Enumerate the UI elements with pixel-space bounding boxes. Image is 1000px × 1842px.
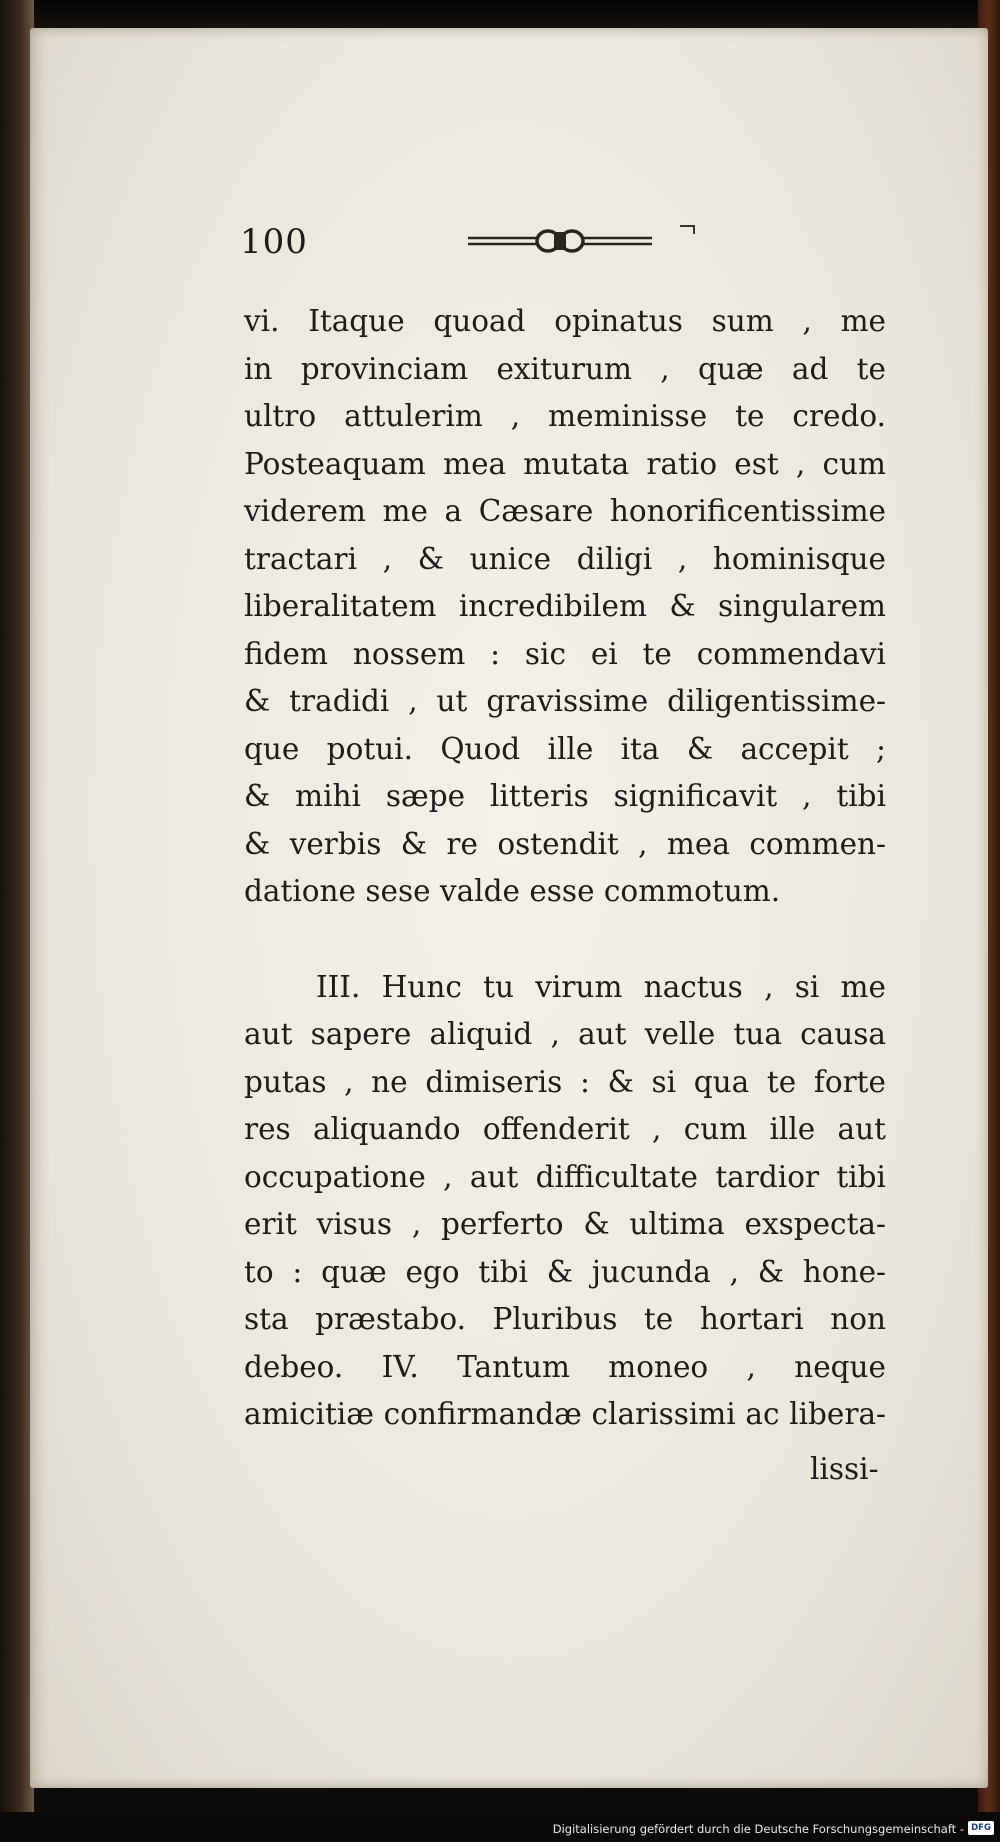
text-line: in provinciam exiturum , quæ ad te [244, 351, 886, 386]
text-line: & mihi sæpe litteris significavit , tibi [244, 779, 886, 813]
text-line: & verbis & re ostendit , mea commen- [244, 826, 886, 861]
page-header [240, 222, 710, 262]
digitization-credit: Digitalisierung gefördert durch die Deutsche Forschungsgemeinschaft - [552, 1822, 964, 1836]
book-binding-left [0, 0, 34, 1842]
text-line: III. Hunc tu virum nactus , si me [316, 969, 886, 1004]
text-line: res aliquando offenderit , cum ille aut [244, 1112, 886, 1146]
page-number: 100 [240, 222, 308, 262]
text-line: tractari , & unice diligi , hominisque [244, 541, 886, 576]
header-ornament-icon [468, 228, 652, 254]
text-line: sta præstabo. Pluribus te hortari non [244, 1302, 886, 1336]
text-line: occupatione , aut difficultate tardior tibi [244, 1159, 886, 1194]
text-line: to : quæ ego tibi & jucunda , & hone- [244, 1254, 886, 1289]
text-line: datione sese valde esse commotum. [244, 874, 781, 908]
text-line: viderem me a Cæsare honorificentissime [244, 494, 886, 528]
text-line: erit visus , perferto & ultima exspecta- [244, 1207, 886, 1241]
text-line: que potui. Quod ille ita & accepit ; [244, 731, 886, 766]
text-line: & tradidi , ut gravissime diligentissime- [244, 684, 886, 718]
text-line: ultro attulerim , meminisse te credo. [244, 399, 886, 433]
text-line: putas , ne dimiseris : & si qua te forte [244, 1064, 886, 1099]
text-line: vi. Itaque quoad opinatus sum , me [244, 304, 886, 338]
text-line: aut sapere aliquid , aut velle tua causa [244, 1017, 886, 1051]
catchword: lissi- [810, 1452, 879, 1486]
text-line: liberalitatem incredibilem & singularem [244, 589, 886, 623]
corner-mark-icon [680, 224, 698, 236]
text-line: amicitiæ confirmandæ clarissimi ac libera- [244, 1397, 886, 1431]
dfg-logo: DFG [968, 1821, 994, 1835]
paragraph-gap [244, 916, 886, 964]
text-line: Posteaquam mea mutata ratio est , cum [244, 446, 886, 481]
text-line: debeo. IV. Tantum moneo , neque [244, 1349, 886, 1384]
body-text [244, 298, 886, 1439]
text-line: fidem nossem : sic ei te commendavi [244, 636, 886, 671]
